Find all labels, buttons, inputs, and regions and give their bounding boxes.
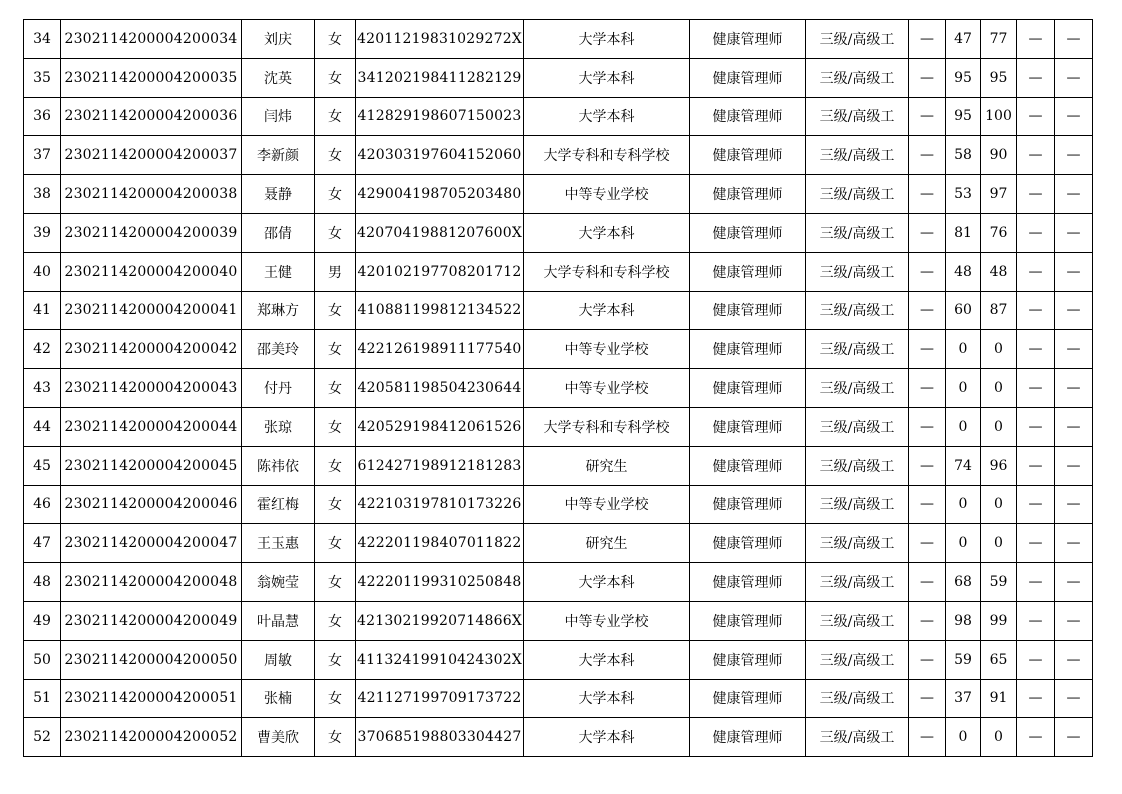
theory-score-cell: 48: [946, 252, 981, 291]
cert-number-cell: 2302114200004200048: [61, 563, 242, 602]
dash-cell: —: [1055, 485, 1093, 524]
gender-cell: 女: [315, 291, 356, 330]
table-row: [24, 20, 1093, 59]
dash-cell: —: [1055, 640, 1093, 679]
level-cell: 三级/高级工: [806, 563, 909, 602]
skill-score-cell: 87: [981, 291, 1017, 330]
cert-number-cell: 2302114200004200041: [61, 291, 242, 330]
skill-score-cell: 0: [981, 330, 1017, 369]
dash-cell: —: [1055, 718, 1093, 757]
seq-cell: 44: [24, 407, 61, 446]
gender-cell: 女: [315, 175, 356, 214]
skill-score-cell: 0: [981, 407, 1017, 446]
level-cell: 三级/高级工: [806, 718, 909, 757]
skill-score-cell: 99: [981, 601, 1017, 640]
theory-score-cell: 0: [946, 524, 981, 563]
theory-score-cell: 95: [946, 97, 981, 136]
dash-cell: —: [909, 524, 946, 563]
id-number-cell: 42130219920714866X: [356, 601, 524, 640]
theory-score-cell: 0: [946, 369, 981, 408]
education-cell: 大学本科: [524, 97, 690, 136]
name-cell: 王健: [242, 252, 315, 291]
id-number-cell: 410881199812134522: [356, 291, 524, 330]
name-cell: 沈英: [242, 58, 315, 97]
dash-cell: —: [1017, 291, 1055, 330]
table-row: [24, 563, 1093, 602]
occupation-cell: 健康管理师: [690, 58, 806, 97]
id-number-cell: 421127199709173722: [356, 679, 524, 718]
dash-cell: —: [909, 20, 946, 59]
name-cell: 刘庆: [242, 20, 315, 59]
dash-cell: —: [1055, 524, 1093, 563]
seq-cell: 47: [24, 524, 61, 563]
level-cell: 三级/高级工: [806, 291, 909, 330]
id-number-cell: 422126198911177540: [356, 330, 524, 369]
level-cell: 三级/高级工: [806, 640, 909, 679]
theory-score-cell: 47: [946, 20, 981, 59]
seq-cell: 35: [24, 58, 61, 97]
id-number-cell: 422103197810173226: [356, 485, 524, 524]
level-cell: 三级/高级工: [806, 175, 909, 214]
seq-cell: 40: [24, 252, 61, 291]
dash-cell: —: [1017, 446, 1055, 485]
occupation-cell: 健康管理师: [690, 20, 806, 59]
dash-cell: —: [1055, 97, 1093, 136]
dash-cell: —: [1017, 213, 1055, 252]
occupation-cell: 健康管理师: [690, 563, 806, 602]
dash-cell: —: [909, 58, 946, 97]
name-cell: 翁婉莹: [242, 563, 315, 602]
dash-cell: —: [1017, 330, 1055, 369]
table-row: [24, 524, 1093, 563]
results-table-body: [24, 20, 1093, 757]
education-cell: 中等专业学校: [524, 369, 690, 408]
dash-cell: —: [1055, 20, 1093, 59]
education-cell: 大学专科和专科学校: [524, 252, 690, 291]
id-number-cell: 42070419881207600X: [356, 213, 524, 252]
skill-score-cell: 0: [981, 718, 1017, 757]
name-cell: 付丹: [242, 369, 315, 408]
dash-cell: —: [1017, 97, 1055, 136]
id-number-cell: 420102197708201712: [356, 252, 524, 291]
level-cell: 三级/高级工: [806, 213, 909, 252]
level-cell: 三级/高级工: [806, 601, 909, 640]
theory-score-cell: 0: [946, 718, 981, 757]
seq-cell: 52: [24, 718, 61, 757]
dash-cell: —: [1017, 718, 1055, 757]
dash-cell: —: [1055, 136, 1093, 175]
level-cell: 三级/高级工: [806, 679, 909, 718]
gender-cell: 女: [315, 58, 356, 97]
dash-cell: —: [909, 640, 946, 679]
dash-cell: —: [1055, 446, 1093, 485]
dash-cell: —: [1055, 291, 1093, 330]
table-row: [24, 175, 1093, 214]
dash-cell: —: [909, 175, 946, 214]
name-cell: 闫炜: [242, 97, 315, 136]
theory-score-cell: 74: [946, 446, 981, 485]
occupation-cell: 健康管理师: [690, 369, 806, 408]
seq-cell: 34: [24, 20, 61, 59]
results-table: [23, 19, 1093, 757]
theory-score-cell: 58: [946, 136, 981, 175]
theory-score-cell: 95: [946, 58, 981, 97]
skill-score-cell: 76: [981, 213, 1017, 252]
skill-score-cell: 100: [981, 97, 1017, 136]
seq-cell: 38: [24, 175, 61, 214]
seq-cell: 46: [24, 485, 61, 524]
dash-cell: —: [1017, 563, 1055, 602]
cert-number-cell: 2302114200004200047: [61, 524, 242, 563]
dash-cell: —: [1055, 369, 1093, 408]
education-cell: 大学本科: [524, 718, 690, 757]
occupation-cell: 健康管理师: [690, 640, 806, 679]
education-cell: 中等专业学校: [524, 485, 690, 524]
level-cell: 三级/高级工: [806, 252, 909, 291]
dash-cell: —: [909, 252, 946, 291]
level-cell: 三级/高级工: [806, 524, 909, 563]
skill-score-cell: 96: [981, 446, 1017, 485]
dash-cell: —: [909, 718, 946, 757]
education-cell: 中等专业学校: [524, 175, 690, 214]
level-cell: 三级/高级工: [806, 407, 909, 446]
name-cell: 郑琳方: [242, 291, 315, 330]
cert-number-cell: 2302114200004200042: [61, 330, 242, 369]
education-cell: 研究生: [524, 524, 690, 563]
dash-cell: —: [1017, 175, 1055, 214]
name-cell: 张楠: [242, 679, 315, 718]
dash-cell: —: [1017, 252, 1055, 291]
theory-score-cell: 0: [946, 485, 981, 524]
dash-cell: —: [909, 563, 946, 602]
occupation-cell: 健康管理师: [690, 679, 806, 718]
name-cell: 聂静: [242, 175, 315, 214]
education-cell: 大学本科: [524, 563, 690, 602]
level-cell: 三级/高级工: [806, 136, 909, 175]
id-number-cell: 341202198411282129: [356, 58, 524, 97]
level-cell: 三级/高级工: [806, 20, 909, 59]
education-cell: 大学本科: [524, 291, 690, 330]
theory-score-cell: 60: [946, 291, 981, 330]
cert-number-cell: 2302114200004200046: [61, 485, 242, 524]
occupation-cell: 健康管理师: [690, 524, 806, 563]
theory-score-cell: 59: [946, 640, 981, 679]
dash-cell: —: [1055, 601, 1093, 640]
id-number-cell: 41132419910424302X: [356, 640, 524, 679]
dash-cell: —: [1055, 330, 1093, 369]
gender-cell: 女: [315, 446, 356, 485]
dash-cell: —: [1017, 20, 1055, 59]
gender-cell: 女: [315, 485, 356, 524]
table-row: [24, 446, 1093, 485]
table-row: [24, 485, 1093, 524]
skill-score-cell: 97: [981, 175, 1017, 214]
cert-number-cell: 2302114200004200040: [61, 252, 242, 291]
occupation-cell: 健康管理师: [690, 407, 806, 446]
dash-cell: —: [909, 369, 946, 408]
gender-cell: 女: [315, 407, 356, 446]
level-cell: 三级/高级工: [806, 485, 909, 524]
dash-cell: —: [1055, 213, 1093, 252]
cert-number-cell: 2302114200004200036: [61, 97, 242, 136]
dash-cell: —: [1055, 563, 1093, 602]
dash-cell: —: [1017, 58, 1055, 97]
gender-cell: 女: [315, 20, 356, 59]
theory-score-cell: 81: [946, 213, 981, 252]
skill-score-cell: 90: [981, 136, 1017, 175]
occupation-cell: 健康管理师: [690, 330, 806, 369]
gender-cell: 女: [315, 97, 356, 136]
cert-number-cell: 2302114200004200039: [61, 213, 242, 252]
skill-score-cell: 65: [981, 640, 1017, 679]
table-row: [24, 330, 1093, 369]
dash-cell: —: [1017, 407, 1055, 446]
dash-cell: —: [909, 213, 946, 252]
table-row: [24, 369, 1093, 408]
name-cell: 李新颜: [242, 136, 315, 175]
cert-number-cell: 2302114200004200050: [61, 640, 242, 679]
seq-cell: 41: [24, 291, 61, 330]
name-cell: 周敏: [242, 640, 315, 679]
seq-cell: 48: [24, 563, 61, 602]
gender-cell: 女: [315, 563, 356, 602]
theory-score-cell: 37: [946, 679, 981, 718]
education-cell: 大学本科: [524, 213, 690, 252]
level-cell: 三级/高级工: [806, 330, 909, 369]
dash-cell: —: [1055, 679, 1093, 718]
dash-cell: —: [909, 446, 946, 485]
dash-cell: —: [909, 330, 946, 369]
dash-cell: —: [909, 136, 946, 175]
name-cell: 邵美玲: [242, 330, 315, 369]
id-number-cell: 370685198803304427: [356, 718, 524, 757]
theory-score-cell: 98: [946, 601, 981, 640]
dash-cell: —: [909, 485, 946, 524]
level-cell: 三级/高级工: [806, 446, 909, 485]
cert-number-cell: 2302114200004200043: [61, 369, 242, 408]
cert-number-cell: 2302114200004200049: [61, 601, 242, 640]
table-row: [24, 97, 1093, 136]
cert-number-cell: 2302114200004200035: [61, 58, 242, 97]
education-cell: 研究生: [524, 446, 690, 485]
seq-cell: 36: [24, 97, 61, 136]
id-number-cell: 420581198504230644: [356, 369, 524, 408]
occupation-cell: 健康管理师: [690, 485, 806, 524]
education-cell: 中等专业学校: [524, 330, 690, 369]
dash-cell: —: [1017, 369, 1055, 408]
gender-cell: 女: [315, 330, 356, 369]
level-cell: 三级/高级工: [806, 97, 909, 136]
id-number-cell: 420529198412061526: [356, 407, 524, 446]
table-row: [24, 679, 1093, 718]
education-cell: 大学本科: [524, 679, 690, 718]
skill-score-cell: 0: [981, 369, 1017, 408]
id-number-cell: 412829198607150023: [356, 97, 524, 136]
education-cell: 中等专业学校: [524, 601, 690, 640]
name-cell: 王玉惠: [242, 524, 315, 563]
table-row: [24, 58, 1093, 97]
occupation-cell: 健康管理师: [690, 97, 806, 136]
id-number-cell: 422201199310250848: [356, 563, 524, 602]
table-row: [24, 640, 1093, 679]
dash-cell: —: [1017, 640, 1055, 679]
skill-score-cell: 95: [981, 58, 1017, 97]
cert-number-cell: 2302114200004200045: [61, 446, 242, 485]
table-row: [24, 136, 1093, 175]
id-number-cell: 422201198407011822: [356, 524, 524, 563]
name-cell: 叶晶慧: [242, 601, 315, 640]
occupation-cell: 健康管理师: [690, 136, 806, 175]
cert-number-cell: 2302114200004200034: [61, 20, 242, 59]
education-cell: 大学专科和专科学校: [524, 407, 690, 446]
gender-cell: 女: [315, 718, 356, 757]
dash-cell: —: [909, 679, 946, 718]
results-sheet: [23, 19, 1093, 757]
id-number-cell: 420303197604152060: [356, 136, 524, 175]
gender-cell: 女: [315, 524, 356, 563]
gender-cell: 女: [315, 136, 356, 175]
id-number-cell: 429004198705203480: [356, 175, 524, 214]
dash-cell: —: [1055, 58, 1093, 97]
skill-score-cell: 48: [981, 252, 1017, 291]
skill-score-cell: 59: [981, 563, 1017, 602]
cert-number-cell: 2302114200004200044: [61, 407, 242, 446]
occupation-cell: 健康管理师: [690, 718, 806, 757]
gender-cell: 女: [315, 640, 356, 679]
id-number-cell: 42011219831029272X: [356, 20, 524, 59]
education-cell: 大学本科: [524, 640, 690, 679]
table-row: [24, 718, 1093, 757]
dash-cell: —: [1017, 136, 1055, 175]
dash-cell: —: [1017, 524, 1055, 563]
table-row: [24, 252, 1093, 291]
gender-cell: 男: [315, 252, 356, 291]
gender-cell: 女: [315, 601, 356, 640]
education-cell: 大学本科: [524, 20, 690, 59]
skill-score-cell: 91: [981, 679, 1017, 718]
dash-cell: —: [909, 97, 946, 136]
theory-score-cell: 0: [946, 330, 981, 369]
seq-cell: 51: [24, 679, 61, 718]
occupation-cell: 健康管理师: [690, 175, 806, 214]
gender-cell: 女: [315, 369, 356, 408]
seq-cell: 39: [24, 213, 61, 252]
dash-cell: —: [1017, 601, 1055, 640]
dash-cell: —: [1055, 175, 1093, 214]
education-cell: 大学专科和专科学校: [524, 136, 690, 175]
dash-cell: —: [1055, 407, 1093, 446]
skill-score-cell: 0: [981, 524, 1017, 563]
dash-cell: —: [909, 601, 946, 640]
seq-cell: 37: [24, 136, 61, 175]
theory-score-cell: 68: [946, 563, 981, 602]
gender-cell: 女: [315, 213, 356, 252]
seq-cell: 50: [24, 640, 61, 679]
seq-cell: 45: [24, 446, 61, 485]
seq-cell: 43: [24, 369, 61, 408]
dash-cell: —: [1017, 679, 1055, 718]
seq-cell: 49: [24, 601, 61, 640]
id-number-cell: 612427198912181283: [356, 446, 524, 485]
table-row: [24, 291, 1093, 330]
cert-number-cell: 2302114200004200038: [61, 175, 242, 214]
name-cell: 张琼: [242, 407, 315, 446]
cert-number-cell: 2302114200004200052: [61, 718, 242, 757]
occupation-cell: 健康管理师: [690, 213, 806, 252]
table-row: [24, 407, 1093, 446]
skill-score-cell: 0: [981, 485, 1017, 524]
dash-cell: —: [909, 407, 946, 446]
name-cell: 陈祎依: [242, 446, 315, 485]
theory-score-cell: 53: [946, 175, 981, 214]
name-cell: 邵倩: [242, 213, 315, 252]
table-row: [24, 601, 1093, 640]
level-cell: 三级/高级工: [806, 369, 909, 408]
name-cell: 曹美欣: [242, 718, 315, 757]
dash-cell: —: [1055, 252, 1093, 291]
occupation-cell: 健康管理师: [690, 291, 806, 330]
dash-cell: —: [1017, 485, 1055, 524]
cert-number-cell: 2302114200004200037: [61, 136, 242, 175]
occupation-cell: 健康管理师: [690, 252, 806, 291]
table-row: [24, 213, 1093, 252]
level-cell: 三级/高级工: [806, 58, 909, 97]
occupation-cell: 健康管理师: [690, 446, 806, 485]
skill-score-cell: 77: [981, 20, 1017, 59]
occupation-cell: 健康管理师: [690, 601, 806, 640]
theory-score-cell: 0: [946, 407, 981, 446]
name-cell: 霍红梅: [242, 485, 315, 524]
cert-number-cell: 2302114200004200051: [61, 679, 242, 718]
gender-cell: 女: [315, 679, 356, 718]
dash-cell: —: [909, 291, 946, 330]
seq-cell: 42: [24, 330, 61, 369]
education-cell: 大学本科: [524, 58, 690, 97]
